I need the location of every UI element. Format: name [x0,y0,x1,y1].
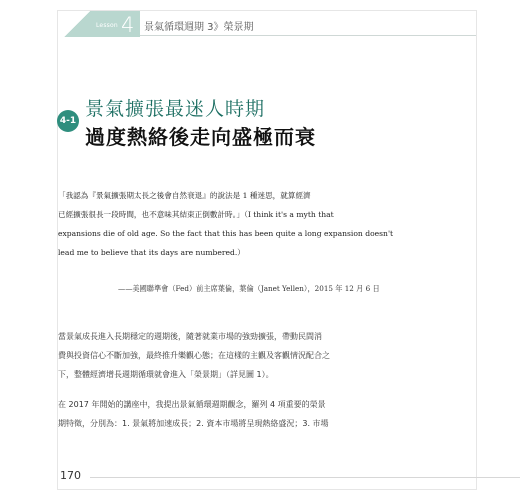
footer-divider [90,477,520,478]
quote-line: lead me to believe that its days are numbered.） [58,248,245,257]
lesson-number: 4 [121,13,135,37]
quote-attribution: ——美國聯準會（Fed）前主席葉倫，葉倫（Janet Yellen），2015 年 12 月 6 日 [118,284,380,293]
text-line: 在 2017 年開始的講座中，我提出景氣循環週期觀念，羅列 4 項重要的榮景 [58,400,326,409]
body-paragraph-1 [58,327,416,384]
section-badge: 4-1 [57,110,79,132]
section-title-line1: 景氣擴張最迷人時期 [85,98,266,120]
text-line: 下，整體經濟增長週期循環就會進入「榮景期」（詳見圖 1）。 [58,370,274,379]
quote-line: expansions die of old age. So the fact that this has been quite a long expansion doesn't [58,229,394,238]
section-title-line2: 過度熱絡後走向盛極而衰 [85,125,316,149]
lesson-tab [58,11,140,37]
text-line: 期特徵，分別為：1. 景氣將加速成長；2. 資本市場將呈現熱絡盛況；3. 市場 [58,419,329,428]
text-line: 費與投資信心不斷加強，最終推升樂觀心態；在這樣的主觀及客觀情況配合之 [58,351,330,360]
epigraph-quote [58,186,418,262]
quote-line: 「我認為『景氣擴張期太長之後會自然衰退』的說法是 1 種迷思，就算經濟 [58,191,311,200]
lesson-label: Lesson [96,22,118,29]
header-divider [140,35,476,36]
running-header: 景氣循環週期 3》榮景期 [144,22,254,33]
page-number: 170 [60,469,81,482]
quote-line: 已經擴張很長一段時間，也不意味其結束正倒數計時。」（I think it's a myth that [58,210,334,219]
text-line: 當景氣成長進入長期穩定的週期後，隨著就業市場的強勁擴張，帶動民間消 [58,332,322,341]
body-paragraph-2 [58,395,416,433]
